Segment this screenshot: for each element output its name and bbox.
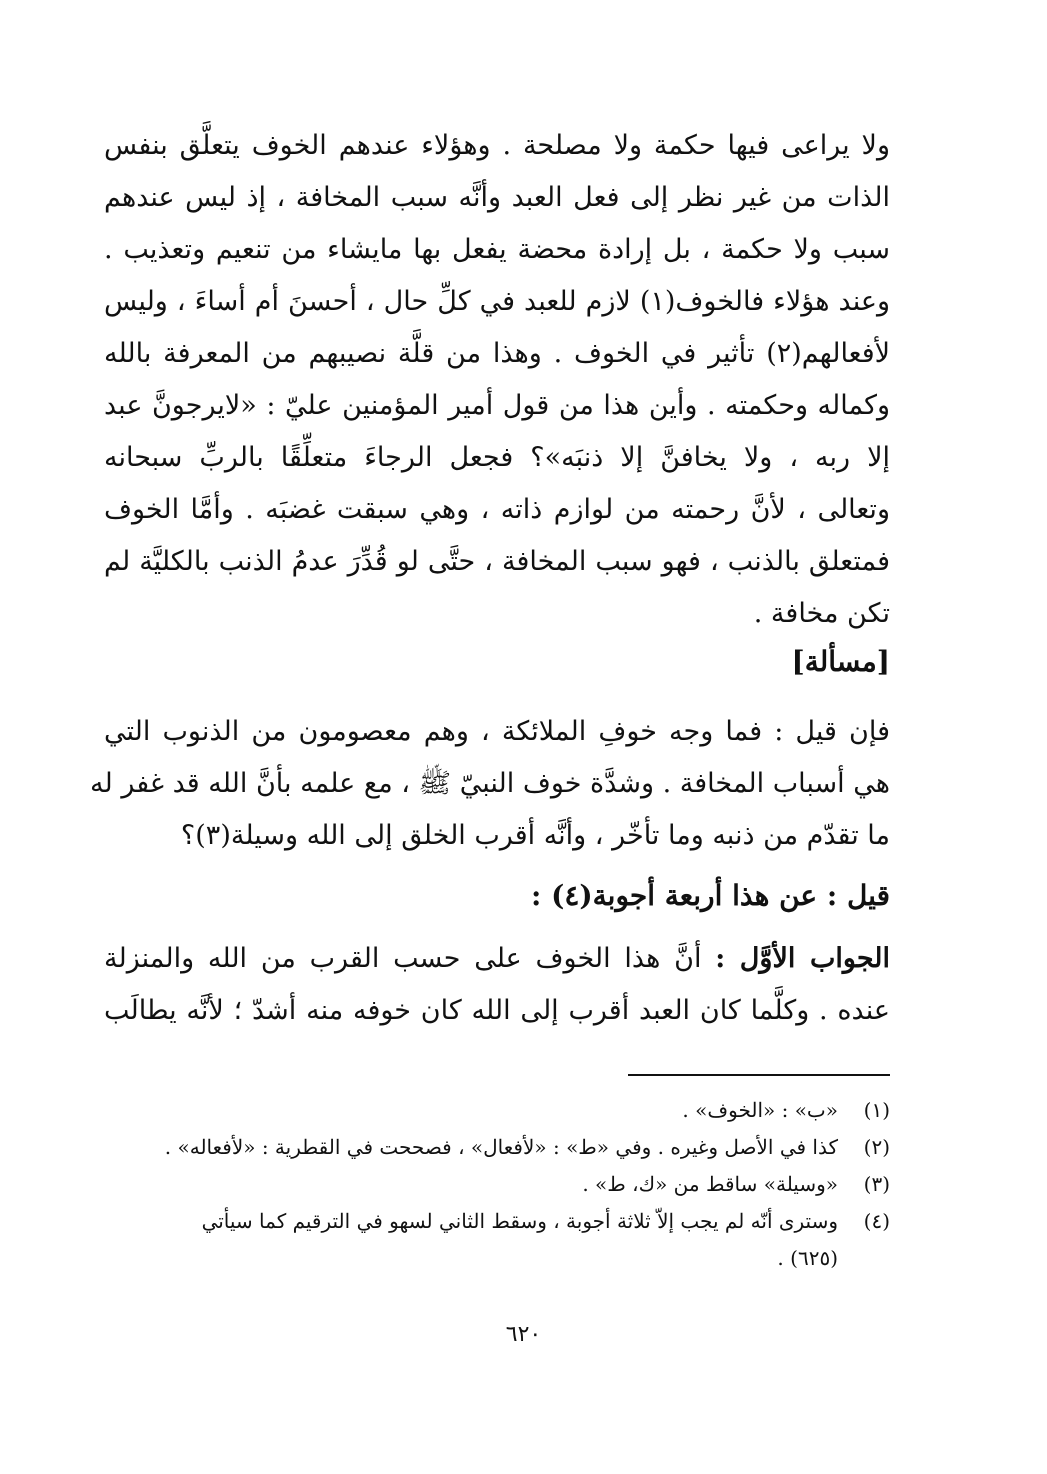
footnote-number: (٣)	[863, 1172, 890, 1196]
footnote-line: وسترى أنّه لم يجب إلاّ ثلاثة أجوبة ، وسقط الثاني لسهو في الترقيم كما سيأتي	[201, 1209, 838, 1233]
footnote-number: (٢)	[863, 1135, 890, 1159]
footnote	[120, 1092, 890, 1129]
footnote	[120, 1203, 890, 1277]
footnote-line: «ب» : «الخوف» .	[682, 1098, 838, 1122]
footnote	[120, 1166, 890, 1203]
question-paragraph	[90, 706, 890, 862]
footnote-line: كذا في الأصل وغيره . وفي «ط» : «لأفعال» ، فصححت في القطرية : «لأفعاله» .	[164, 1135, 838, 1159]
answer-paragraph	[104, 933, 890, 1037]
text-line	[104, 933, 890, 985]
text-line: وعند هؤلاء فالخوف(١) لازم للعبد في كلِّ حال ، أحسنَ أم أساءَ ، وليس	[104, 286, 890, 317]
footnote	[120, 1129, 890, 1166]
text-line: فمتعلق بالذنب ، فهو سبب المخافة ، حتَّى لو قُدِّرَ عدمُ الذنب بالكليَّة لم	[104, 546, 890, 577]
footnote-text	[120, 1092, 838, 1129]
text-line: وكماله وحكمته . وأين هذا من قول أمير المؤمنين عليّ : «لايرجونَّ عبد	[104, 390, 890, 421]
footnote-line: «وسيلة» ساقط من «ك، ط» .	[582, 1172, 838, 1196]
section-heading: [مسألة]	[791, 645, 890, 678]
footnote-text	[120, 1129, 838, 1166]
footnote-number: (٤)	[863, 1209, 890, 1233]
footnote-line: (٦٢٥) .	[777, 1246, 838, 1270]
text-line: عنده . وكلَّما كان العبد أقرب إلى الله كان خوفه منه أشدّ ؛ لأنَّه يطالَب	[104, 995, 890, 1026]
footnotes	[120, 1092, 890, 1277]
text-line: إلا ربه ، ولا يخافنَّ إلا ذنبَه»؟ فجعل الرجاءَ متعلِّقًا بالربِّ سبحانه	[104, 442, 890, 473]
text-line: سبب ولا حكمة ، بل إرادة محضة يفعل بها مايشاء من تنعيم وتعذيب .	[104, 234, 890, 265]
text-line: هي أسباب المخافة . وشدَّة خوف النبيّ ﷺ ، مع علمه بأنَّ الله قد غفر له	[90, 768, 890, 799]
text-line: فإن قيل : فما وجه خوفِ الملائكة ، وهم معصومون من الذنوب التي	[104, 716, 890, 747]
footnote-number: (١)	[863, 1098, 890, 1122]
main-paragraph	[104, 120, 890, 640]
answer-text: أنَّ هذا الخوف على حسب القرب من الله والمنزلة	[104, 943, 716, 974]
text-line: الذات من غير نظر إلى فعل العبد وأنَّه سبب المخافة ، إذ ليس عندهم	[104, 182, 890, 213]
text-line: تكن مخافة .	[753, 598, 890, 629]
text-line: ما تقدّم من ذنبه وما تأخّر ، وأنَّه أقرب الخلق إلى الله وسيلة(٣)؟	[180, 820, 890, 851]
answer-lead: الجواب الأوَّل :	[715, 943, 890, 974]
page-number: ٦٢٠	[505, 1322, 542, 1347]
text-line: ولا يراعى فيها حكمة ولا مصلحة . وهؤلاء عندهم الخوف يتعلَّق بنفس	[104, 130, 890, 161]
footnote-text	[120, 1166, 838, 1203]
footnote-separator	[628, 1074, 890, 1076]
text-line: وتعالى ، لأنَّ رحمته من لوازم ذاته ، وهي سبقت غضبَه . وأمَّا الخوف	[104, 494, 890, 525]
footnote-text	[120, 1203, 838, 1277]
answer-intro: قيل : عن هذا أربعة أجوبة(٤) :	[531, 879, 890, 912]
text-line: لأفعالهم(٢) تأثير في الخوف . وهذا من قلَّة نصيبهم من المعرفة بالله	[104, 338, 890, 369]
